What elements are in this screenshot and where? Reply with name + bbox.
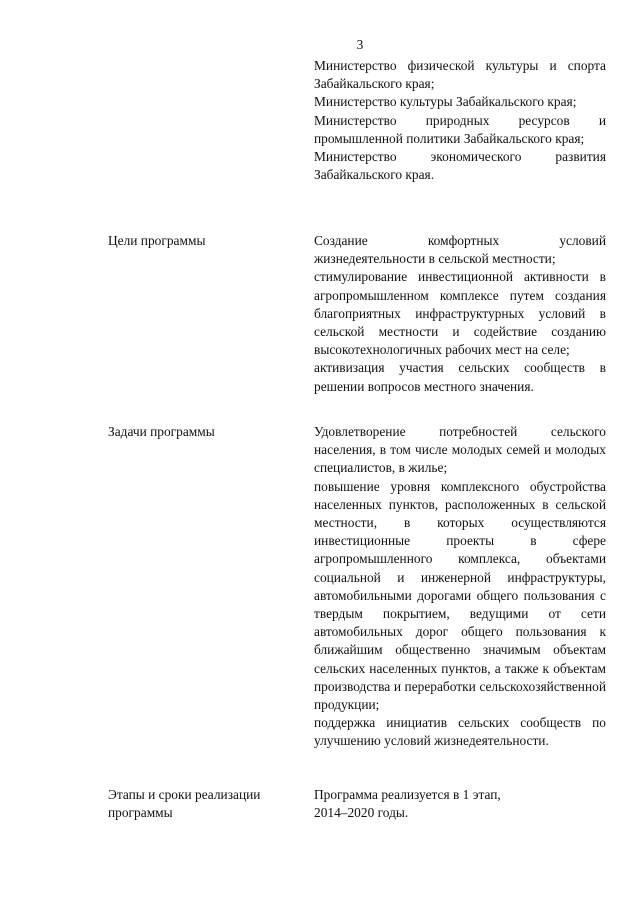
goal-item: стимулирование инвестиционной активности в агропромышленном комплексе путем создания благоприятных инфраструктурных условий в сельской местности и содействие созданию высокотехнологичных рабочих мест на селе; — [314, 269, 606, 358]
goal-item: Создание комфортных условий жизнедеятельности в сельской местности; — [314, 233, 606, 267]
stages-label: Этапы и сроки реализации программы — [108, 787, 261, 821]
task-item: поддержка инициатив сельских сообществ по улучшению условий жизнедеятельности. — [314, 715, 606, 749]
tasks-list — [314, 423, 606, 751]
tasks-label: Задачи программы — [108, 424, 215, 439]
goal-item: активизация участия сельских сообществ в решении вопросов местного значения. — [314, 360, 606, 394]
stages-line-1: Программа реализуется в 1 этап, — [314, 787, 501, 802]
goals-label: Цели программы — [108, 233, 206, 248]
goals-list — [314, 232, 606, 396]
participant-item: Министерство физической культуры и спорта Забайкальского края; — [314, 58, 606, 92]
stages-line-2: 2014–2020 годы. — [314, 805, 409, 821]
participant-item: Министерство экономического развития Забайкальского края. — [314, 149, 606, 183]
participant-item: Министерство природных ресурсов и промышленной политики Забайкальского края; — [314, 112, 606, 146]
page-number: 3 — [356, 37, 364, 52]
stages-text — [314, 786, 606, 822]
task-item: повышение уровня комплексного обустройства населенных пунктов, расположенных в сельской местности, в которых осуществляются инвестиционные проекты в сфере агропромышленного комплекса, объектами социальной и инженерной инфраструктуры, автомобильными дорогами общего пользования с твердым покрытием, ведущими от сети автомобильных дорог общего пользования к ближайшим общественно значимым объектам сельских населенных пунктов, а также к объектам производства и переработки сельскохозяйственной продукции; — [314, 478, 606, 713]
task-item: Удовлетворение потребностей сельского населения, в том числе молодых семей и молодых специалистов, в жилье; — [314, 424, 606, 476]
participant-item: Министерство культуры Забайкальского края; — [314, 94, 577, 110]
participants-list — [314, 57, 606, 184]
